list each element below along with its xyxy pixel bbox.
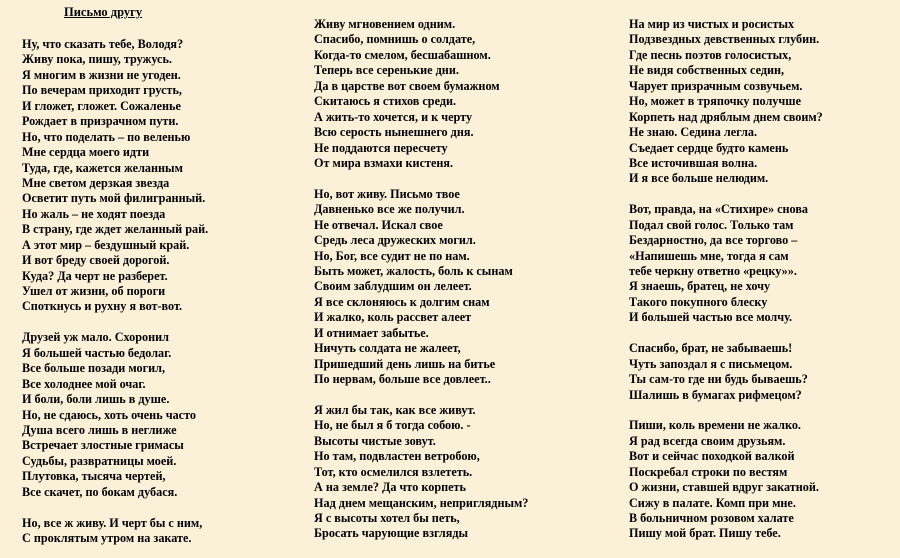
stanza [629, 341, 823, 403]
poem-line: Поскребал строки по вестям [629, 464, 788, 479]
poem-line: Вот, правда, на «Стихире» снова [629, 202, 808, 217]
poem-line: И я все больше нелюдим. [629, 171, 769, 186]
poem-line: Не видя собственных седин, [629, 63, 785, 78]
stanza [22, 37, 208, 315]
poem-line: Судьбы, развратницы моей. [22, 453, 177, 468]
poem-line: Туда, где, кажется желанным [22, 160, 183, 175]
poem-line: Но, что поделать – по веленью [22, 129, 191, 144]
poem-line: По вечерам приходит грусть, [22, 83, 182, 98]
poem-line: Но, может в тряпочку получше [629, 94, 801, 109]
poem-line: Давненько все же получил. [314, 202, 465, 217]
poem-line: Подал свой голос. Только там [629, 217, 794, 232]
poem-line: Не поддаются пересчету [314, 140, 448, 155]
poem-line: Я рад всегда своим друзьям. [629, 433, 786, 448]
poem-line: Все источившая волна. [629, 155, 758, 170]
poem-line: тебе черкну ответно «рецку»». [629, 264, 797, 278]
poem-line: О жизни, ставшей вдруг закатной. [629, 480, 819, 495]
poem-line: Вот и сейчас походкой валкой [629, 449, 795, 464]
stanza [22, 516, 208, 547]
poem-line: Подзвездных девственных глубин. [629, 32, 820, 47]
poem-line: Бездарностно, да все торгово – [629, 233, 798, 248]
poem-line: Но, все ж живу. И черт бы с ним, [22, 515, 203, 530]
poem-line: И жалко, коль рассвет алеет [314, 310, 472, 325]
poem-line: Все холоднее мой очаг. [22, 376, 146, 391]
poem-line: Корпеть над дряблым днем своим? [629, 109, 823, 124]
poem-line: Пишу мой брат. Пишу тебе. [629, 526, 781, 541]
poem-line: Плутовка, тысяча чертей, [22, 469, 166, 484]
poem-line: Ты сам-то где ни будь бываешь? [629, 372, 808, 387]
poem-line: Тот, кто осмелился взлететь. [314, 464, 473, 479]
stanza-gap [629, 403, 823, 418]
poem-line: Я знаешь, братец, не хочу [629, 279, 771, 294]
poem-line: Но там, подвластен ветробою, [314, 449, 480, 464]
poem-line: А этот мир – бездушный край. [22, 237, 190, 252]
poem-line: Над днем мещанским, неприглядным? [314, 495, 529, 510]
stanza [314, 403, 528, 542]
poem-line: Высоты чистые зовут. [314, 433, 436, 448]
poem-line: Я с высоты хотел бы петь, [314, 511, 460, 525]
poem-line: Я все склоняюсь к долгим снам [314, 294, 490, 309]
poem-line: А жить-то хочется, и к черту [314, 109, 473, 124]
poem-line: Споткнусь и рухну я вот-вот. [22, 299, 183, 314]
poem-column-3 [629, 17, 823, 542]
stanza-gap [22, 500, 208, 515]
stanza-gap [22, 315, 208, 330]
poem-title: Письмо другу [64, 5, 143, 19]
poem-line: В больничном розовом халате [629, 511, 794, 525]
poem-line: По нервам, больше все довлеет.. [314, 372, 491, 387]
poem-line: Но, не был я б тогда собою. - [314, 418, 471, 433]
stanza [22, 330, 208, 500]
stanza-gap [314, 388, 528, 403]
poem-line: Куда? Да черт не разберет. [22, 268, 168, 283]
poem-line: Все больше позади могил, [22, 361, 166, 376]
poem-line: Ушел от жизни, об пороги [22, 284, 166, 298]
poem-line: Всю серость нынешнего дня. [314, 125, 474, 140]
poem-line: Рождает в призрачном пути. [22, 114, 179, 129]
poem-line: Но, не сдаюсь, хоть очень часто [22, 407, 196, 422]
poem-line: И гложет, гложет. Сожаленье [22, 98, 181, 113]
poem-column-2 [314, 17, 528, 542]
poem-line: Быть может, жалость, боль к сынам [314, 264, 513, 278]
poem-line: Скитаюсь я стихов среди. [314, 94, 457, 109]
poem-line: Спасибо, помнишь о солдате, [314, 32, 476, 47]
stanza-gap [629, 326, 823, 341]
poem-line: Чарует призрачным созвучьем. [629, 78, 803, 93]
poem-line: Встречает злостные гримасы [22, 438, 184, 453]
poem-line: Я многим в жизни не угоден. [22, 67, 181, 82]
poem-line: А на земле? Да что корпеть [314, 480, 466, 495]
stanza [629, 202, 823, 326]
poem-line: Сижу в палате. Комп при мне. [629, 495, 796, 510]
poem-line: И вот бреду своей дорогой. [22, 253, 170, 268]
poem-line: «Напишешь мне, тогда я сам [629, 248, 789, 263]
poem-line: Пришедший день лишь на битье [314, 356, 496, 371]
poem-line: Я жил бы так, как все живут. [314, 402, 476, 417]
poem-line: Живу мгновением одним. [314, 17, 456, 31]
poem-line: Средь леса дружеских могил. [314, 233, 476, 248]
poem-line: Живу пока, пишу, тружусь. [22, 52, 172, 67]
poem-line: Такого покупного блеску [629, 294, 768, 309]
poem-line: Но, вот живу. Письмо твое [314, 186, 460, 201]
poem-line: Пиши, коль времени не жалко. [629, 418, 801, 433]
stanza [314, 17, 528, 171]
poem-line: Я большей частью бедолаг. [22, 345, 172, 360]
poem-line: Осветит путь мой филигранный. [22, 191, 206, 206]
stanza-gap [629, 187, 823, 202]
poem-line: И большей частью все молчу. [629, 310, 793, 325]
poem-line: Но, Бог, все судит не по нам. [314, 248, 470, 263]
poem-line: Друзей уж мало. Схоронил [22, 330, 170, 345]
poem-line: Шалишь в бумагах рифмецом? [629, 387, 802, 402]
poem-line: Спасибо, брат, не забываешь! [629, 341, 793, 356]
poem-line: Ничуть солдата не жалеет, [314, 341, 461, 356]
poem-line: Не отвечал. Искал свое [314, 217, 443, 232]
stanza [629, 418, 823, 542]
poem-line: Бросать чарующие взгляды [314, 526, 469, 541]
poem-line: Своим заблудшим он лелеет. [314, 279, 472, 294]
poem-line: Да в царстве вот своем бумажном [314, 78, 500, 93]
poem-line: От мира взмахи кистеня. [314, 155, 454, 170]
poem-line: Чуть запоздал я с письмецом. [629, 356, 793, 371]
poem-line: Не знаю. Седина легла. [629, 125, 758, 140]
poem-line: Мне светом дерзкая звезда [22, 175, 170, 190]
poem-column-1 [22, 4, 208, 546]
stanza-gap [314, 171, 528, 186]
poem-line: Но жаль – не ходят поезда [22, 206, 166, 221]
poem-line: В страну, где ждет желанный рай. [22, 222, 209, 237]
poem-line: Ну, что сказать тебе, Володя? [22, 37, 184, 51]
poem-line: Мне сердца моего идти [22, 145, 150, 160]
poem-line: Где песнь поэтов голосистых, [629, 47, 792, 62]
poem-line: И боли, боли лишь в душе. [22, 392, 170, 407]
stanza [629, 17, 823, 187]
poem-line: На мир из чистых и росистых [629, 17, 795, 31]
poem-line: Теперь все серенькие дни. [314, 63, 459, 78]
poem-line: Душа всего лишь в неглиже [22, 422, 177, 437]
poem-line: Все скачет, по бокам дубася. [22, 484, 178, 499]
poem-line: Съедает сердце будто камень [629, 140, 789, 155]
poem-line: И отнимает забытье. [314, 325, 429, 340]
poem-line: С проклятым утром на закате. [22, 531, 192, 545]
stanza [314, 187, 528, 388]
poem-line: Когда-то смелом, бесшабашном. [314, 47, 491, 62]
